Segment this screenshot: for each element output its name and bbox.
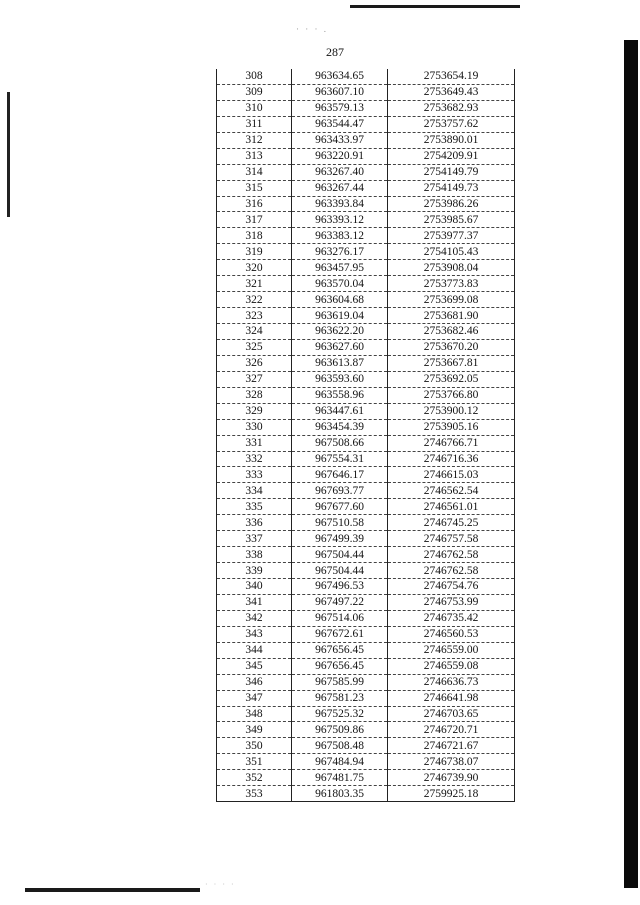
- point-id-cell: 317: [217, 212, 292, 228]
- y-coordinate-cell: 2746762.58: [388, 547, 515, 563]
- right-scan-edge: [624, 40, 638, 888]
- table-row: [217, 148, 515, 164]
- y-coordinate-cell: 2746615.03: [388, 467, 515, 483]
- point-id-cell: 349: [217, 722, 292, 738]
- point-id-cell: 340: [217, 579, 292, 595]
- table-row: [217, 308, 515, 324]
- x-coordinate-cell: 963433.97: [292, 132, 388, 148]
- y-coordinate-cell: 2746716.36: [388, 451, 515, 467]
- point-id-cell: 315: [217, 180, 292, 196]
- x-coordinate-cell: 961803.35: [292, 786, 388, 802]
- x-coordinate-cell: 967510.58: [292, 515, 388, 531]
- table-row: [217, 563, 515, 579]
- table-row: [217, 722, 515, 738]
- table-row: [217, 435, 515, 451]
- point-id-cell: 323: [217, 308, 292, 324]
- y-coordinate-cell: 2753682.46: [388, 324, 515, 340]
- x-coordinate-cell: 963579.13: [292, 100, 388, 116]
- point-id-cell: 331: [217, 435, 292, 451]
- point-id-cell: 328: [217, 387, 292, 403]
- table-row: [217, 770, 515, 786]
- table-row: [217, 579, 515, 595]
- y-coordinate-cell: 2753757.62: [388, 116, 515, 132]
- point-id-cell: 324: [217, 324, 292, 340]
- x-coordinate-cell: 967499.39: [292, 531, 388, 547]
- point-id-cell: 348: [217, 706, 292, 722]
- y-coordinate-cell: 2754149.79: [388, 164, 515, 180]
- y-coordinate-cell: 2746753.99: [388, 594, 515, 610]
- y-coordinate-cell: 2746762.58: [388, 563, 515, 579]
- point-id-cell: 337: [217, 531, 292, 547]
- table-row: [217, 754, 515, 770]
- table-row: [217, 403, 515, 419]
- y-coordinate-cell: 2753654.19: [388, 69, 515, 84]
- x-coordinate-cell: 967484.94: [292, 754, 388, 770]
- x-coordinate-cell: 963622.20: [292, 324, 388, 340]
- y-coordinate-cell: 2753699.08: [388, 292, 515, 308]
- table-row: [217, 658, 515, 674]
- x-coordinate-cell: 963457.95: [292, 260, 388, 276]
- point-id-cell: 332: [217, 451, 292, 467]
- x-coordinate-cell: 963267.44: [292, 180, 388, 196]
- x-coordinate-cell: 967504.44: [292, 563, 388, 579]
- table-row: [217, 244, 515, 260]
- table-row: [217, 690, 515, 706]
- y-coordinate-cell: 2746703.65: [388, 706, 515, 722]
- y-coordinate-cell: 2746766.71: [388, 435, 515, 451]
- table-row: [217, 786, 515, 802]
- point-id-cell: 312: [217, 132, 292, 148]
- point-id-cell: 352: [217, 770, 292, 786]
- table-row: [217, 547, 515, 563]
- x-coordinate-cell: 963267.40: [292, 164, 388, 180]
- x-coordinate-cell: 967481.75: [292, 770, 388, 786]
- point-id-cell: 335: [217, 499, 292, 515]
- x-coordinate-cell: 967581.23: [292, 690, 388, 706]
- table-row: [217, 339, 515, 355]
- y-coordinate-cell: 2754149.73: [388, 180, 515, 196]
- point-id-cell: 309: [217, 84, 292, 100]
- x-coordinate-cell: 967508.48: [292, 738, 388, 754]
- table-row: [217, 499, 515, 515]
- y-coordinate-cell: 2746559.00: [388, 642, 515, 658]
- table-row: [217, 483, 515, 499]
- y-coordinate-cell: 2753985.67: [388, 212, 515, 228]
- table-row: [217, 116, 515, 132]
- table-row: [217, 674, 515, 690]
- table-row: [217, 594, 515, 610]
- x-coordinate-cell: 967656.45: [292, 642, 388, 658]
- table-row: [217, 451, 515, 467]
- table-row: [217, 371, 515, 387]
- x-coordinate-cell: 963447.61: [292, 403, 388, 419]
- table-row: [217, 228, 515, 244]
- y-coordinate-cell: 2746735.42: [388, 610, 515, 626]
- left-scan-edge: [7, 92, 10, 217]
- point-id-cell: 351: [217, 754, 292, 770]
- point-id-cell: 314: [217, 164, 292, 180]
- x-coordinate-cell: 967525.32: [292, 706, 388, 722]
- y-coordinate-cell: 2746562.54: [388, 483, 515, 499]
- point-id-cell: 334: [217, 483, 292, 499]
- x-coordinate-cell: 967497.22: [292, 594, 388, 610]
- y-coordinate-cell: 2746561.01: [388, 499, 515, 515]
- coordinate-table: [216, 69, 515, 802]
- point-id-cell: 327: [217, 371, 292, 387]
- point-id-cell: 350: [217, 738, 292, 754]
- y-coordinate-cell: 2753977.37: [388, 228, 515, 244]
- top-scan-rule: [350, 5, 520, 8]
- x-coordinate-cell: 967514.06: [292, 610, 388, 626]
- y-coordinate-cell: 2753900.12: [388, 403, 515, 419]
- y-coordinate-cell: 2753681.90: [388, 308, 515, 324]
- y-coordinate-cell: 2746636.73: [388, 674, 515, 690]
- y-coordinate-cell: 2746641.98: [388, 690, 515, 706]
- table-row: [217, 626, 515, 642]
- x-coordinate-cell: 963604.68: [292, 292, 388, 308]
- x-coordinate-cell: 963613.87: [292, 355, 388, 371]
- point-id-cell: 347: [217, 690, 292, 706]
- x-coordinate-cell: 967554.31: [292, 451, 388, 467]
- table-row: [217, 100, 515, 116]
- table-row: [217, 355, 515, 371]
- y-coordinate-cell: 2746738.07: [388, 754, 515, 770]
- y-coordinate-cell: 2754209.91: [388, 148, 515, 164]
- y-coordinate-cell: 2753890.01: [388, 132, 515, 148]
- x-coordinate-cell: 963627.60: [292, 339, 388, 355]
- y-coordinate-cell: 2753905.16: [388, 419, 515, 435]
- point-id-cell: 338: [217, 547, 292, 563]
- table-row: [217, 642, 515, 658]
- y-coordinate-cell: 2746754.76: [388, 579, 515, 595]
- x-coordinate-cell: 963619.04: [292, 308, 388, 324]
- table-row: [217, 276, 515, 292]
- x-coordinate-cell: 967693.77: [292, 483, 388, 499]
- point-id-cell: 325: [217, 339, 292, 355]
- x-coordinate-cell: 967646.17: [292, 467, 388, 483]
- point-id-cell: 343: [217, 626, 292, 642]
- point-id-cell: 345: [217, 658, 292, 674]
- table-row: [217, 292, 515, 308]
- table-row: [217, 738, 515, 754]
- y-coordinate-cell: 2754105.43: [388, 244, 515, 260]
- table-row: [217, 387, 515, 403]
- x-coordinate-cell: 967677.60: [292, 499, 388, 515]
- point-id-cell: 311: [217, 116, 292, 132]
- x-coordinate-cell: 967496.53: [292, 579, 388, 595]
- x-coordinate-cell: 967508.66: [292, 435, 388, 451]
- y-coordinate-cell: 2746745.25: [388, 515, 515, 531]
- table-row: [217, 467, 515, 483]
- y-coordinate-cell: 2753667.81: [388, 355, 515, 371]
- point-id-cell: 341: [217, 594, 292, 610]
- point-id-cell: 318: [217, 228, 292, 244]
- point-id-cell: 308: [217, 69, 292, 84]
- x-coordinate-cell: 967585.99: [292, 674, 388, 690]
- y-coordinate-cell: 2746559.08: [388, 658, 515, 674]
- x-coordinate-cell: 967504.44: [292, 547, 388, 563]
- table-row: [217, 610, 515, 626]
- y-coordinate-cell: 2753908.04: [388, 260, 515, 276]
- point-id-cell: 319: [217, 244, 292, 260]
- coordinate-table-body: [217, 69, 515, 802]
- point-id-cell: 320: [217, 260, 292, 276]
- point-id-cell: 316: [217, 196, 292, 212]
- x-coordinate-cell: 963570.04: [292, 276, 388, 292]
- table-row: [217, 260, 515, 276]
- x-coordinate-cell: 967672.61: [292, 626, 388, 642]
- table-row: [217, 324, 515, 340]
- point-id-cell: 339: [217, 563, 292, 579]
- x-coordinate-cell: 963544.47: [292, 116, 388, 132]
- table-row: [217, 84, 515, 100]
- point-id-cell: 329: [217, 403, 292, 419]
- table-row: [217, 212, 515, 228]
- table-row: [217, 69, 515, 84]
- y-coordinate-cell: 2753986.26: [388, 196, 515, 212]
- point-id-cell: 322: [217, 292, 292, 308]
- table-row: [217, 706, 515, 722]
- y-coordinate-cell: 2753670.20: [388, 339, 515, 355]
- table-row: [217, 515, 515, 531]
- point-id-cell: 326: [217, 355, 292, 371]
- y-coordinate-cell: 2759925.18: [388, 786, 515, 802]
- point-id-cell: 342: [217, 610, 292, 626]
- x-coordinate-cell: 963220.91: [292, 148, 388, 164]
- point-id-cell: 313: [217, 148, 292, 164]
- point-id-cell: 333: [217, 467, 292, 483]
- point-id-cell: 346: [217, 674, 292, 690]
- table-row: [217, 531, 515, 547]
- scan-smudge-top: · · · .: [296, 24, 328, 34]
- y-coordinate-cell: 2746560.53: [388, 626, 515, 642]
- y-coordinate-cell: 2746757.58: [388, 531, 515, 547]
- y-coordinate-cell: 2753682.93: [388, 100, 515, 116]
- x-coordinate-cell: 963393.12: [292, 212, 388, 228]
- x-coordinate-cell: 963593.60: [292, 371, 388, 387]
- y-coordinate-cell: 2746739.90: [388, 770, 515, 786]
- x-coordinate-cell: 963393.84: [292, 196, 388, 212]
- x-coordinate-cell: 963634.65: [292, 69, 388, 84]
- x-coordinate-cell: 963383.12: [292, 228, 388, 244]
- table-row: [217, 419, 515, 435]
- point-id-cell: 321: [217, 276, 292, 292]
- x-coordinate-cell: 963454.39: [292, 419, 388, 435]
- x-coordinate-cell: 963276.17: [292, 244, 388, 260]
- point-id-cell: 336: [217, 515, 292, 531]
- bottom-scan-rule: [25, 888, 200, 892]
- point-id-cell: 344: [217, 642, 292, 658]
- point-id-cell: 353: [217, 786, 292, 802]
- point-id-cell: 330: [217, 419, 292, 435]
- table-row: [217, 180, 515, 196]
- y-coordinate-cell: 2753766.80: [388, 387, 515, 403]
- page-number: 287: [326, 45, 344, 59]
- scan-smudge-bottom: · · · ·: [205, 880, 236, 889]
- y-coordinate-cell: 2753692.05: [388, 371, 515, 387]
- table-row: [217, 164, 515, 180]
- y-coordinate-cell: 2753649.43: [388, 84, 515, 100]
- y-coordinate-cell: 2746721.67: [388, 738, 515, 754]
- y-coordinate-cell: 2746720.71: [388, 722, 515, 738]
- y-coordinate-cell: 2753773.83: [388, 276, 515, 292]
- point-id-cell: 310: [217, 100, 292, 116]
- table-row: [217, 132, 515, 148]
- table-row: [217, 196, 515, 212]
- x-coordinate-cell: 963607.10: [292, 84, 388, 100]
- x-coordinate-cell: 967509.86: [292, 722, 388, 738]
- x-coordinate-cell: 963558.96: [292, 387, 388, 403]
- x-coordinate-cell: 967656.45: [292, 658, 388, 674]
